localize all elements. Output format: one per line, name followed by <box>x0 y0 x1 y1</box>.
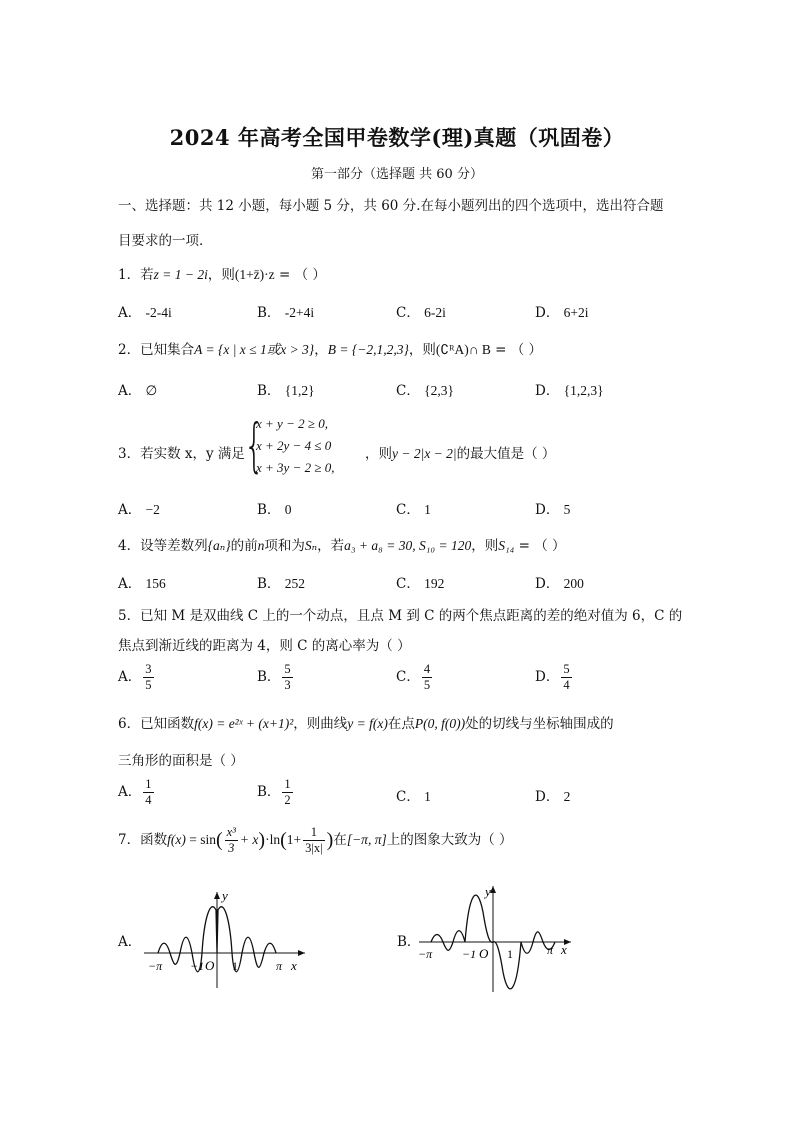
tick-neg-pi: −π <box>418 947 433 961</box>
option-c <box>396 301 446 321</box>
numerator: 5 <box>284 662 291 676</box>
numerator: 1 <box>284 777 291 791</box>
math-expression: (∁ᴿA)∩ B <box>435 342 491 357</box>
option-value: -2+4i <box>284 305 315 320</box>
question-5 <box>118 604 682 624</box>
option-letter: C． <box>396 305 420 321</box>
graph-a-label: A． <box>118 934 142 950</box>
option-letter: D． <box>535 576 560 592</box>
question-number: 2． <box>118 342 141 358</box>
x-axis-arrow <box>298 950 305 956</box>
option-value: −2 <box>145 502 160 517</box>
option-letter: D． <box>535 305 560 321</box>
denominator: 3 <box>228 841 235 855</box>
option-d <box>535 785 570 805</box>
option-letter: C． <box>396 383 420 399</box>
question-5-line-2: 焦点到渐近线的距离为 4，则 C 的离心率为（ ） <box>118 638 411 654</box>
numerator: 3 <box>145 662 152 676</box>
question-text: 的前 <box>230 538 258 554</box>
question-number: 1． <box>118 267 141 283</box>
paren-left: ( <box>280 829 287 851</box>
fraction <box>225 825 238 856</box>
section-subtitle: 第一部分（选择题 共 60 分） <box>311 167 483 182</box>
x-axis-label: x <box>291 958 297 973</box>
question-text: 已知函数 <box>140 716 195 732</box>
question-1 <box>118 263 326 283</box>
option-d <box>535 301 589 321</box>
option-value: 252 <box>284 576 305 591</box>
math-expression: Sₙ <box>304 538 318 553</box>
tick-one: 1 <box>507 947 513 961</box>
paren-left: ( <box>215 829 223 851</box>
math-expression: ·ln <box>265 832 281 847</box>
tick-neg-pi: −π <box>148 959 163 973</box>
inequality-2: x + 2y − 4 ≤ 0 <box>256 438 332 453</box>
option-c <box>396 662 434 693</box>
option-c <box>396 785 431 805</box>
question-number: 6． <box>118 716 141 732</box>
option-b <box>257 301 314 321</box>
y-axis-label: y <box>222 890 228 903</box>
question-text: 在点 <box>387 716 415 732</box>
option-value: 6-2i <box>424 305 446 320</box>
graph-b <box>415 882 575 994</box>
option-letter: A． <box>118 576 142 592</box>
option-value: 5 <box>563 502 571 517</box>
question-text: ，则 <box>408 342 436 358</box>
brace-glyph: { <box>244 411 265 479</box>
question-2 <box>118 338 542 358</box>
option-letter: B． <box>257 383 281 399</box>
numerator: 1 <box>145 777 152 791</box>
question-text: ，则 <box>365 446 392 462</box>
math-expression: P(0, f(0)) <box>414 716 466 731</box>
tick-neg-one: −1 <box>462 947 477 961</box>
option-a <box>118 662 156 693</box>
math-expression: a₃ + a₈ = 30, S₁₀ = 120 <box>344 538 472 553</box>
math-expression: B = {−2,1,2,3} <box>327 342 409 357</box>
option-value: 192 <box>424 576 445 591</box>
option-c <box>396 572 444 592</box>
question-text: 函数 <box>140 832 168 848</box>
denominator: 4 <box>145 793 152 807</box>
tick-neg-one: −1 <box>190 959 205 973</box>
question-number: 5． <box>118 608 141 624</box>
question-text: 上的图象大致为（ ） <box>386 832 513 848</box>
denominator: 3|x| <box>305 841 323 855</box>
question-text: = （ ） <box>490 342 543 358</box>
question-text: = （ ） <box>274 267 326 283</box>
question-7 <box>118 825 513 856</box>
option-value: ∅ <box>145 383 158 398</box>
option-a <box>118 301 172 321</box>
option-value: {1,2} <box>284 383 315 398</box>
math-expression: n <box>257 538 265 553</box>
option-b <box>257 379 315 399</box>
math-expression: {aₙ} <box>207 538 231 553</box>
question-3-suffix <box>365 442 555 462</box>
option-value: {1,2,3} <box>563 383 604 398</box>
instruction-line-1: 一、选择题：共 12 小题，每小题 5 分，共 60 分.在每小题列出的四个选项中，选出符合题 <box>118 198 664 214</box>
question-text: 项和为 <box>264 538 305 554</box>
option-value: 0 <box>284 502 292 517</box>
denominator: 4 <box>563 678 570 692</box>
fraction <box>303 825 325 856</box>
math-expression: + x <box>239 832 259 847</box>
option-letter: D． <box>535 502 560 518</box>
question-3-prefix <box>118 442 245 462</box>
option-value: 1 <box>424 789 431 804</box>
option-d <box>535 662 574 693</box>
denominator: 5 <box>145 678 152 692</box>
denominator: 2 <box>284 793 291 807</box>
paren-right: ) <box>258 829 266 851</box>
option-letter: C． <box>396 669 420 685</box>
option-letter: C． <box>396 789 420 805</box>
math-expression: z = 1 − 2i <box>153 267 208 282</box>
fraction <box>282 662 292 693</box>
option-value: 200 <box>563 576 584 591</box>
question-text: 若 <box>140 267 154 283</box>
graph-b-label: B． <box>397 934 421 950</box>
math-expression: y − 2|x − 2| <box>392 446 457 461</box>
tick-pi: π <box>547 943 554 957</box>
option-b <box>257 777 295 808</box>
option-letter: D． <box>535 669 560 685</box>
denominator: 5 <box>423 678 431 692</box>
question-text: = （ ） <box>514 538 566 554</box>
math-expression: f(x) = e²ˣ + (x+1)² <box>194 716 294 731</box>
option-letter: C． <box>396 502 420 518</box>
fraction <box>561 662 571 693</box>
option-a <box>118 572 166 592</box>
numerator: 1 <box>303 825 325 841</box>
math-expression: f(x) <box>167 832 186 847</box>
option-a <box>118 777 156 808</box>
option-letter: A． <box>118 502 142 518</box>
origin-label: O <box>205 958 215 973</box>
option-value: 156 <box>145 576 166 591</box>
option-value: -2-4i <box>145 305 172 320</box>
option-a <box>118 498 160 518</box>
question-6-line-2: 三角形的面积是（ ） <box>118 753 244 769</box>
fraction <box>143 777 153 808</box>
option-letter: B． <box>257 784 281 800</box>
option-letter: A． <box>118 669 142 685</box>
tick-pi: π <box>276 959 283 973</box>
y-axis-arrow <box>490 886 496 893</box>
math-expression: = sin <box>185 832 216 847</box>
origin-label: O <box>479 946 489 961</box>
inequality-1: x + y − 2 ≥ 0, <box>256 416 328 431</box>
option-a <box>118 379 157 399</box>
y-axis-label: y <box>485 884 491 899</box>
option-letter: B． <box>257 576 281 592</box>
fraction <box>282 777 292 808</box>
option-letter: D． <box>535 383 560 399</box>
question-number: 7． <box>118 832 141 848</box>
option-value: 1 <box>424 502 431 517</box>
graph-a <box>140 890 310 990</box>
x-axis-label: x <box>561 942 567 957</box>
question-number: 3． <box>118 446 141 462</box>
option-letter: D． <box>535 789 560 805</box>
question-4 <box>118 534 566 554</box>
instruction-line-2: 目要求的一项． <box>118 233 213 249</box>
question-text: 在 <box>333 832 347 848</box>
question-text: 已知 M 是双曲线 C 上的一个动点，且点 M 到 C 的两个焦点距离的差的绝对值为 6，C 的 <box>140 608 683 624</box>
option-b <box>257 498 291 518</box>
question-text: ， <box>314 342 328 358</box>
option-letter: A． <box>118 383 142 399</box>
question-text: ，则 <box>207 267 235 283</box>
question-text: ，则曲线 <box>293 716 348 732</box>
option-letter: C． <box>396 576 420 592</box>
math-expression: (1+z̄)·z <box>234 267 275 282</box>
option-d <box>535 572 584 592</box>
paren-right: ) <box>326 829 334 851</box>
option-letter: A． <box>118 305 142 321</box>
denominator: 3 <box>284 678 291 692</box>
option-letter: B． <box>257 502 281 518</box>
numerator: 4 <box>423 662 431 676</box>
inequality-system <box>244 411 364 482</box>
option-letter: B． <box>257 669 281 685</box>
option-letter: B． <box>257 305 281 321</box>
question-text: 若实数 x，y 满足 <box>140 446 245 462</box>
option-letter: A． <box>118 784 142 800</box>
option-c <box>396 498 431 518</box>
question-text: 处的切线与坐标轴围成的 <box>465 716 614 732</box>
math-expression: [−π, π] <box>346 832 387 847</box>
numerator: x³ <box>226 825 236 839</box>
option-b <box>257 662 295 693</box>
option-value: 2 <box>563 789 571 804</box>
question-text: 设等差数列 <box>140 538 208 554</box>
fraction <box>422 662 432 693</box>
option-c <box>396 379 454 399</box>
question-number: 4． <box>118 538 141 554</box>
numerator: 5 <box>563 662 570 676</box>
math-expression: y = f(x) <box>347 716 388 731</box>
math-expression: 1+ <box>286 832 302 847</box>
fraction <box>143 662 153 693</box>
inequality-3: x + 3y − 2 ≥ 0, <box>256 460 335 475</box>
option-value: {2,3} <box>424 383 454 398</box>
math-expression: S₁₄ <box>498 538 515 553</box>
question-text: ，则 <box>471 538 499 554</box>
tick-one: 1 <box>232 959 238 973</box>
question-text: 已知集合 <box>140 342 195 358</box>
question-text: ，若 <box>317 538 345 554</box>
option-b <box>257 572 305 592</box>
option-value: 6+2i <box>563 305 589 320</box>
page-title: 2024 年高考全国甲卷数学(理)真题（巩固卷） <box>169 125 625 150</box>
math-expression: A = {x | x ≤ 1或x > 3} <box>194 342 315 357</box>
option-d <box>535 498 570 518</box>
question-text: 的最大值是（ ） <box>456 446 556 462</box>
question-6 <box>118 712 614 732</box>
y-axis-arrow <box>214 892 220 899</box>
option-d <box>535 379 604 399</box>
